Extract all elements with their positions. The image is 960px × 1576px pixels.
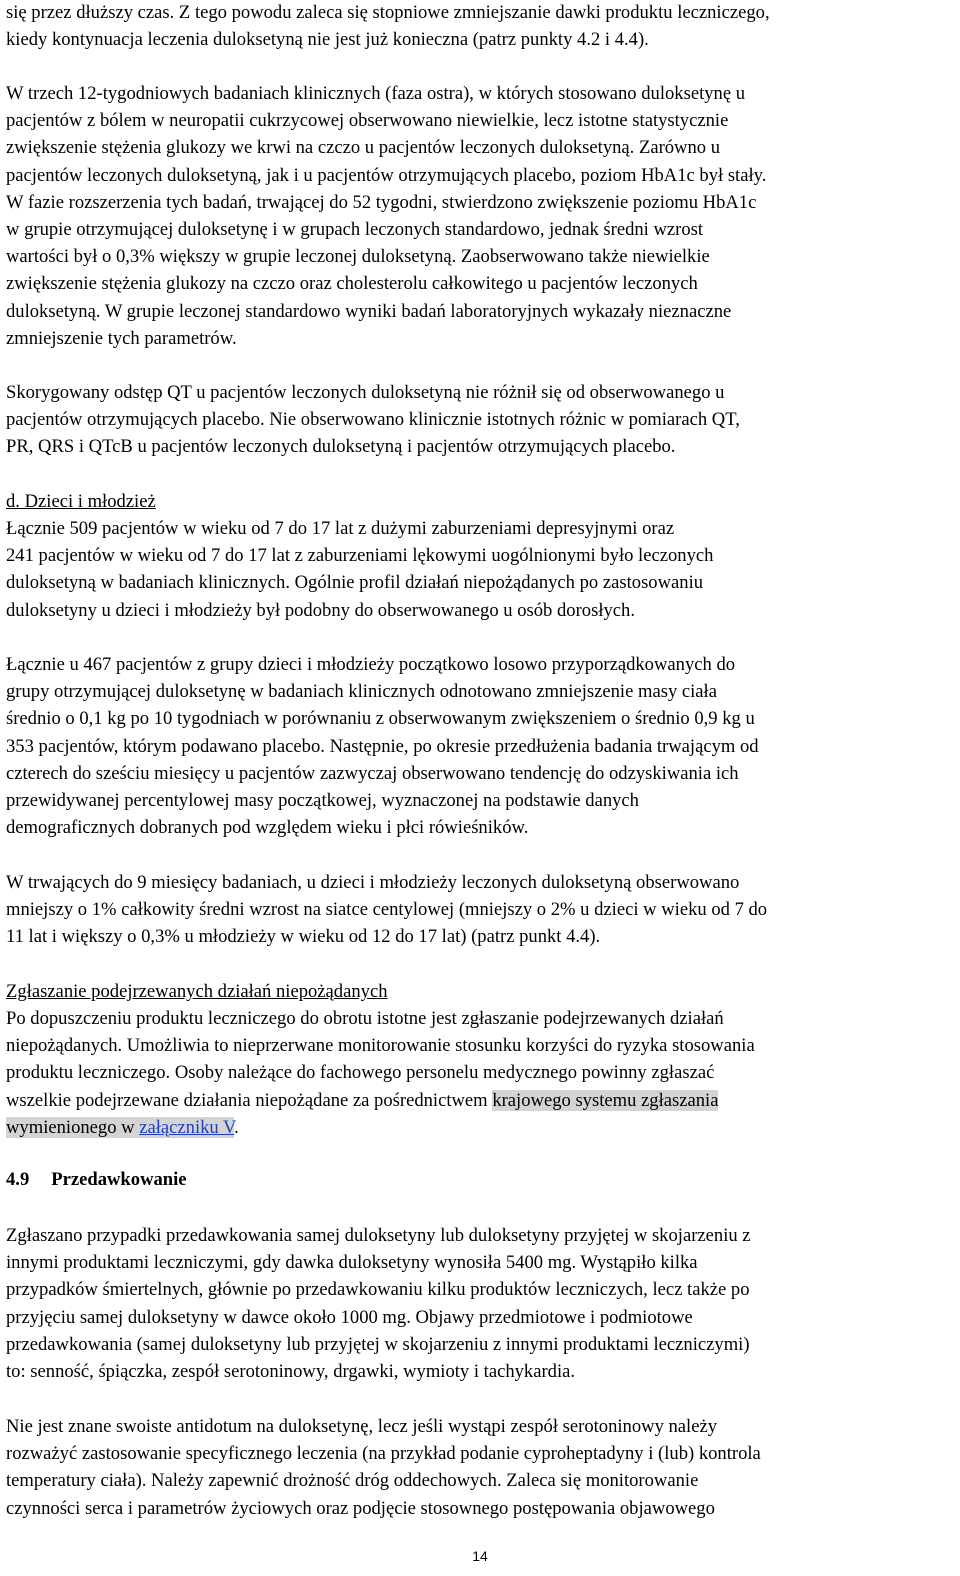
paragraph-reporting — [6, 1005, 755, 1141]
section-d-title: d. Dzieci i młodzież — [6, 491, 156, 512]
section-heading-4-9 — [6, 1169, 187, 1191]
paragraph-intro: się przez dłuższy czas. Z tego powodu zaleca się stopniowe zmniejszanie dawki produktu leczniczego, kiedy kontynuacja leczenia duloksetyną nie jest już konieczna (patrz punkty 4.2 i 4.4). — [6, 2, 770, 51]
reporting-highlight-1: krajowego systemu zgłaszania — [492, 1089, 719, 1111]
reporting-text: Po dopuszczeniu produktu leczniczego do obrotu istotne jest zgłaszanie podejrzewanych działań niepożądanych. Umożliwia to nieprzerwane monitorowanie stosunku korzyści do ryzyka stosowania produktu leczniczego. Osoby należące do fachowego personelu medycznego powinny zgłaszać wszelkie podejrzewane działania niepożądane za pośrednictwem — [6, 1008, 755, 1111]
paragraph-growth: W trwających do 9 miesięcy badaniach, u dzieci i młodzieży leczonych duloksetyną obserwowano mniejszy o 1% całkowity średni wzrost na siatce centylowej (mniejszy o 2% u dzieci w wieku od 7 do 11 lat i większy o 0,3% u młodzieży w wieku od 12 do 17 lat) (patrz punkt 4.4). — [6, 872, 768, 948]
section-number: 4.9 — [6, 1169, 30, 1190]
annex-v-link[interactable]: załączniku V — [139, 1116, 235, 1138]
paragraph-qt: Skorygowany odstęp QT u pacjentów leczonych duloksetyną nie różnił się od obserwowanego u pacjentów otrzymujących placebo. Nie obserwowano klinicznie istotnych różnic w pomiarach QT, PR, QRS i QTcB u pacjentów leczonych duloksetyną i pacjentów otrzymujących placebo. — [6, 382, 740, 458]
paragraph-overdose: Zgłaszano przypadki przedawkowania samej duloksetyny lub duloksetyny przyjętej w skojarzeniu z innymi produktami leczniczymi, gdy dawka duloksetyny wynosiła 5400 mg. Wystąpiło kilka przypadków śmiertelnych, głównie po przedawkowaniu kilku produktów leczniczych, lecz także po przyjęciu samej duloksetyny w dawce około 1000 mg. Objawy przedmiotowe i podmiotowe przedawkowania (samej duloksetyny lub przyjętej w skojarzeniu z innymi produktami leczniczymi) to: senność, śpiączka, zespół serotoninowy, drgawki, wymioty i tachykardia. — [6, 1225, 751, 1383]
section-title: Przedawkowanie — [51, 1169, 187, 1190]
paragraph-antidote: Nie jest znane swoiste antidotum na duloksetynę, lecz jeśli wystąpi zespół serotoninowy należy rozważyć zastosowanie specyficznego leczenia (na przykład podanie cyproheptadyny i (lub) kontrola temperatury ciała). Należy zapewnić drożność dróg oddechowych. Zaleca się monitorowanie czynności serca i parametrów życiowych oraz podjęcie stosownego postępowania objawowego — [6, 1416, 761, 1519]
paragraph-glucose: W trzech 12-tygodniowych badaniach klinicznych (faza ostra), w których stosowano duloksetynę u pacjentów z bólem w neuropatii cukrzycowej obserwowano niewielkie, lecz istotne statystycznie zwiększenie stężenia glukozy we krwi na czczo u pacjentów leczonych duloksetyną. Zarówno u pacjentów leczonych duloksetyną, jak i u pacjentów otrzymujących placebo, poziom HbA1c był stały. W fazie rozszerzenia tych badań, trwającej do 52 tygodni, stwierdzono zwiększenie poziomu HbA1c w grupie otrzymującej duloksetynę i w grupach leczonych standardowo, jednak średni wzrost wartości był o 0,3% większy w grupie leczonej duloksetyną. Zaobserwowano także niewielkie zwiększenie stężenia glukozy na czczo oraz cholesterolu całkowitego u pacjentów leczonych duloksetyną. W grupie leczonej standardowo wyniki badań laboratoryjnych wykazały nieznaczne zmniejszenie tych parametrów. — [6, 83, 767, 349]
paragraph-children-total: Łącznie 509 pacjentów w wieku od 7 do 17 lat z dużymi zaburzeniami depresyjnymi oraz 241 pacjentów w wieku od 7 do 17 lat z zaburzeniami lękowymi uogólnionymi było leczonych duloksetyną w badaniach klinicznych. Ogólnie profil działań niepożądanych po zastosowaniu duloksetyny u dzieci i młodzieży był podobny do obserwowanego u osób dorosłych. — [6, 518, 714, 621]
reporting-highlight-text: wymienionego w — [6, 1116, 140, 1138]
page-number: 14 — [472, 1548, 488, 1564]
reporting-highlight-2 — [6, 1117, 234, 1138]
reporting-title: Zgłaszanie podejrzewanych działań niepożądanych — [6, 981, 388, 1002]
paragraph-weight: Łącznie u 467 pacjentów z grupy dzieci i młodzieży początkowo losowo przyporządkowanych do grupy otrzymującej duloksetynę w badaniach klinicznych odnotowano zmniejszenie masy ciała średnio o 0,1 kg po 10 tygodniach w porównaniu z obserwowanym zwiększeniem o średnio 0,9 kg u 353 pacjentów, którym podawano placebo. Następnie, po okresie przedłużenia badania trwającym od czterech do sześciu miesięcy u pacjentów zazwyczaj obserwowano tendencję do odzyskiwania ich przewidywanej percentylowej masy początkowej, wyznaczonej na podstawie danych demograficznych dobranych pod względem wieku i płci rówieśników. — [6, 654, 759, 839]
reporting-end: . — [234, 1116, 239, 1138]
